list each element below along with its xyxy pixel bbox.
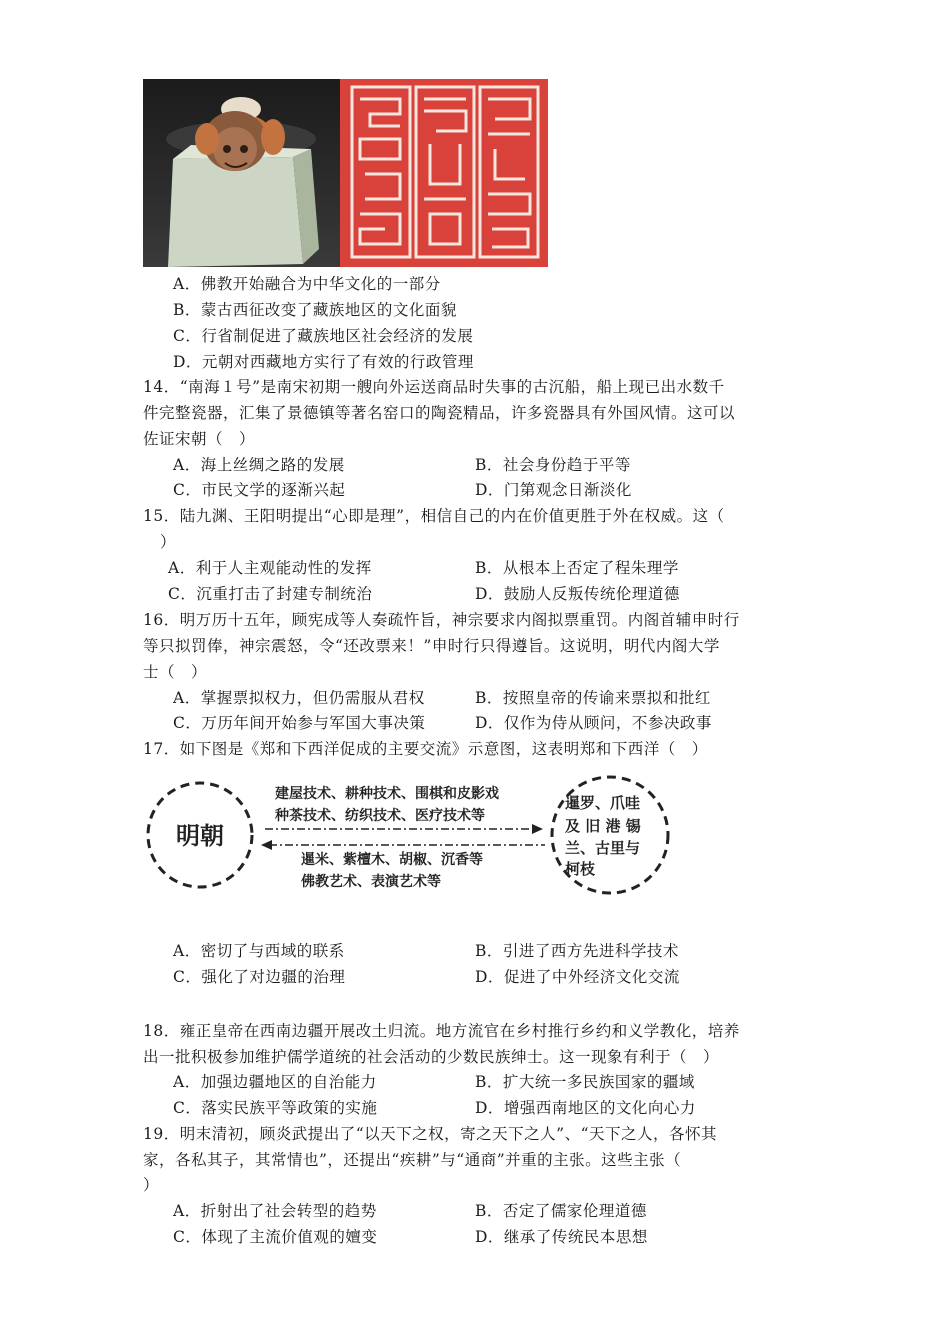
jade-seal-image: [143, 79, 340, 267]
q15-stem-1: 15．陆九渊、王阳明提出“心即是理”，相信自己的内在价值更胜于外在权威。这（: [143, 507, 725, 525]
q14-option-d: D．门第观念日渐淡化: [475, 481, 632, 499]
option-b: B．蒙古西征改变了藏族地区的文化面貌: [173, 301, 457, 319]
q15-option-c: C．沉重打击了封建专制统治: [168, 585, 373, 603]
q18-option-b: B．扩大统一多民族国家的疆域: [475, 1073, 695, 1091]
exchange-diagram: [143, 770, 683, 900]
q18-option-c: C．落实民族平等政策的实施: [173, 1099, 378, 1117]
import-text-1: 暹米、紫檀木、胡椒、沉香等: [301, 852, 483, 868]
q14-option-c: C．市民文学的逐渐兴起: [173, 481, 346, 499]
option-c: C．行省制促进了藏族地区社会经济的发展: [173, 327, 474, 345]
q17-option-c: C．强化了对边疆的治理: [173, 968, 346, 986]
seal-imprint-image: [340, 79, 548, 267]
q15-option-a: A．利于人主观能动性的发挥: [168, 559, 372, 577]
q19-stem-1: 19．明末清初，顾炎武提出了“以天下之权，寄之天下之人”、“天下之人，各怀其: [143, 1125, 717, 1143]
option-d: D．元朝对西藏地方实行了有效的行政管理: [173, 353, 474, 371]
q14-option-b: B．社会身份趋于平等: [475, 456, 631, 474]
foreign-label-1: 暹罗、爪哇: [565, 794, 641, 812]
q17-option-d: D．促进了中外经济文化交流: [475, 968, 680, 986]
q16-option-d: D．仅作为侍从顾问，不参决政事: [475, 714, 712, 732]
foreign-label-2: 及 旧 港 锡: [565, 817, 641, 835]
ming-label: 明朝: [176, 821, 224, 850]
export-text-2: 种茶技术、纺织技术、医疗技术等: [275, 808, 485, 824]
q15-option-b: B．从根本上否定了程朱理学: [475, 559, 679, 577]
option-a: A．佛教开始融合为中华文化的一部分: [173, 275, 441, 293]
q16-option-a: A．掌握票拟权力，但仍需服从君权: [173, 689, 425, 707]
q17-option-b: B．引进了西方先进科学技术: [475, 942, 679, 960]
q17-stem-1: 17．如下图是《郑和下西洋促成的主要交流》示意图，这表明郑和下西洋（ ）: [143, 740, 708, 758]
export-text-1: 建屋技术、耕种技术、围棋和皮影戏: [275, 786, 499, 802]
q14-stem-3: 佐证宋朝（ ）: [143, 430, 256, 448]
q16-option-b: B．按照皇帝的传谕来票拟和批红: [475, 689, 711, 707]
q19-option-b: B．否定了儒家伦理道德: [475, 1202, 647, 1220]
seal-photo: [143, 79, 548, 267]
q19-option-d: D．继承了传统民本思想: [475, 1228, 648, 1246]
q16-stem-1: 16．明万历十五年，顾宪成等人奏疏忤旨，神宗要求内阁拟票重罚。内阁首辅申时行: [143, 611, 740, 629]
foreign-label-3: 兰、古里与: [565, 839, 641, 857]
q16-stem-3: 士（ ）: [143, 663, 208, 681]
import-text-2: 佛教艺术、表演艺术等: [301, 874, 441, 890]
foreign-label-4: 柯枝: [565, 860, 596, 878]
q19-stem-3: ）: [143, 1176, 160, 1194]
q14-option-a: A．海上丝绸之路的发展: [173, 456, 345, 474]
q19-stem-2: 家，各私其子，其常情也”，还提出“疾耕”与“通商”并重的主张。这些主张（: [143, 1151, 682, 1169]
q18-option-a: A．加强边疆地区的自治能力: [173, 1073, 377, 1091]
q15-stem-2: ）: [160, 533, 177, 551]
q18-stem-2: 出一批积极参加维护儒学道统的社会活动的少数民族绅士。这一现象有利于（ ）: [143, 1048, 720, 1066]
q17-option-a: A．密切了与西域的联系: [173, 942, 345, 960]
q19-option-c: C．体现了主流价值观的嬗变: [173, 1228, 378, 1246]
q18-option-d: D．增强西南地区的文化向心力: [475, 1099, 696, 1117]
q16-stem-2: 等只拟罚俸，神宗震怒，令“还改票来！”申时行只得遵旨。这说明，明代内阁大学: [143, 637, 720, 655]
q15-option-d: D．鼓励人反叛传统伦理道德: [475, 585, 680, 603]
q14-stem-1: 14．“南海１号”是南宋初期一艘向外运送商品时失事的古沉船，船上现已出水数千: [143, 378, 725, 396]
q18-stem-1: 18．雍正皇帝在西南边疆开展改土归流。地方流官在乡村推行乡约和义学教化，培养: [143, 1022, 740, 1040]
q16-option-c: C．万历年间开始参与军国大事决策: [173, 714, 426, 732]
q14-stem-2: 件完整瓷器，汇集了景德镇等著名窑口的陶瓷精品，许多瓷器具有外国风情。这可以: [143, 404, 736, 422]
q19-option-a: A．折射出了社会转型的趋势: [173, 1202, 377, 1220]
